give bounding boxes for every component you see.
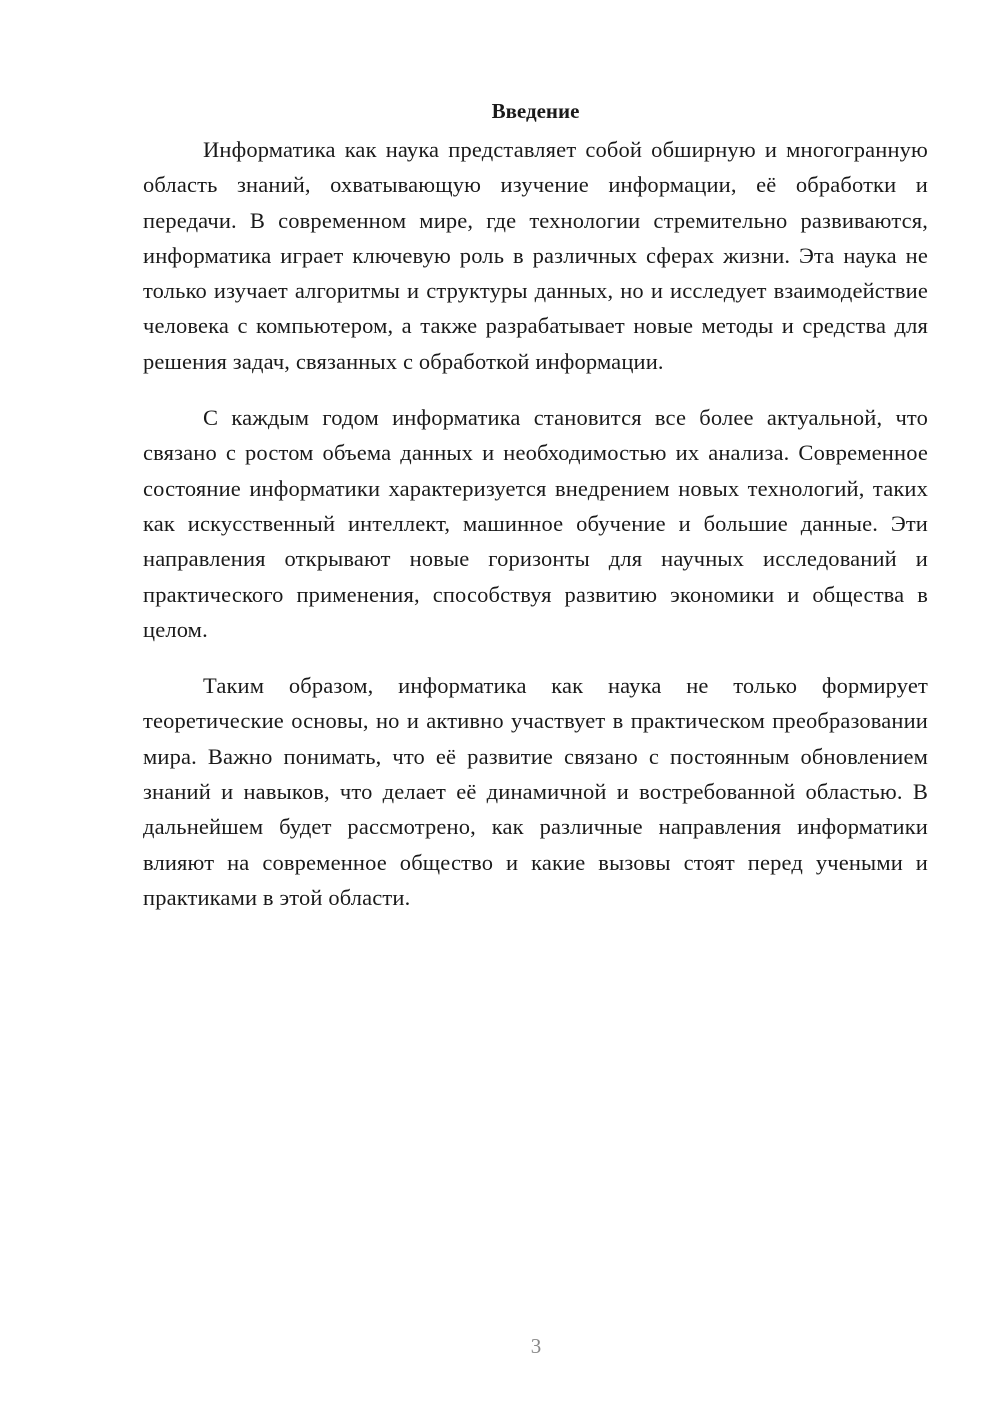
paragraph-3: Таким образом, информатика как наука не только формирует теоретические основы, но и активно участвует в практическом преобразовании мира. Важно понимать, что её развитие связано с постоянным обновлением знаний и навыков, что делает её динамичной и востребованной областью. В дальнейшем будет рассмотрено, как различные направления информатики влияют на современное общество и какие вызовы стоят перед учеными и практиками в этой области.	[143, 673, 928, 910]
section-title: Введение	[491, 99, 580, 123]
paragraph-1: Информатика как наука представляет собой обширную и многогранную область знаний, охватывающую изучение информации, её обработки и передачи. В современном мире, где технологии стремительно развиваются, информатика играет ключевую роль в различных сферах жизни. Эта наука не только изучает алгоритмы и структуры данных, но и исследует взаимодействие человека с компьютером, а также разрабатывает новые методы и средства для решения задач, связанных с обработкой информации.	[143, 137, 928, 374]
page-content	[143, 96, 928, 936]
page-number: 3	[530, 1334, 542, 1358]
paragraph-2: С каждым годом информатика становится все более актуальной, что связано с ростом объема данных и необходимостью их анализа. Современное состояние информатики характеризуется внедрением новых технологий, таких как искусственный интеллект, машинное обучение и большие данные. Эти направления открывают новые горизонты для научных исследований и практического применения, способствуя развитию экономики и общества в целом.	[143, 405, 928, 642]
